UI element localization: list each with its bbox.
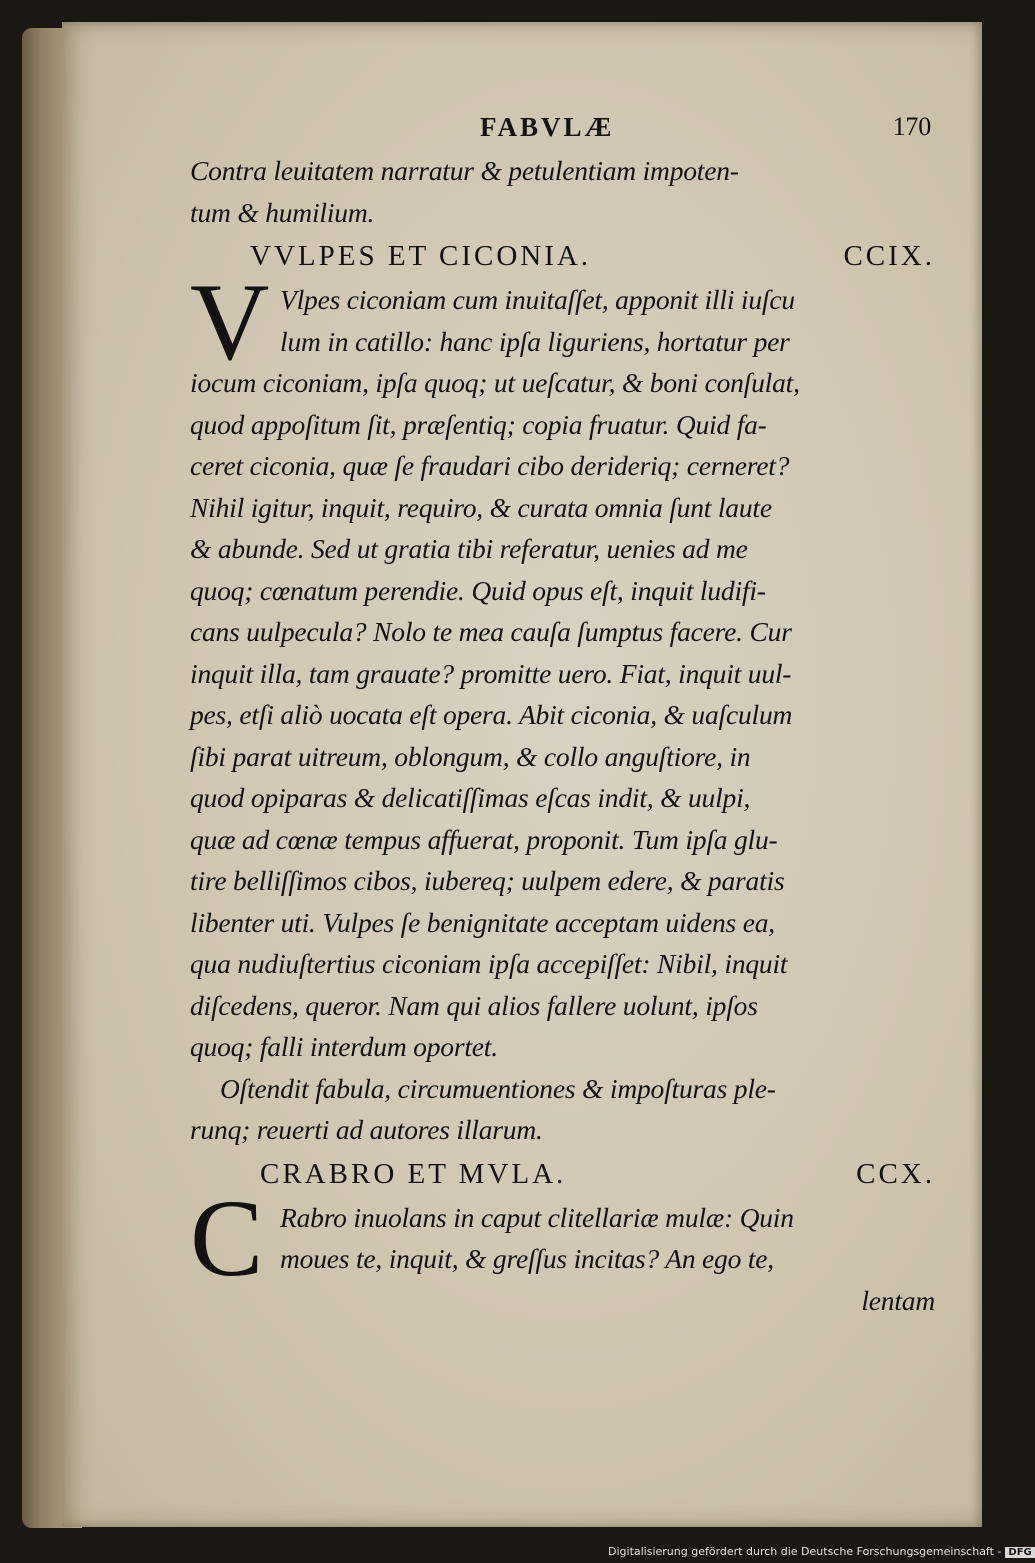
fable-title: VVLPES ET CICONIA.	[250, 240, 592, 272]
running-title: FABVLÆ	[480, 112, 615, 142]
drop-cap: V	[190, 261, 270, 383]
body-line: cans uulpecula? Nolo te mea cauſa ſumptus facere. Cur	[190, 616, 792, 647]
intro-line: Contra leuitatem narratur & petulentiam impoten-	[190, 155, 739, 186]
intro-line: tum & humilium.	[190, 196, 375, 228]
body-line: diſcedens, queror. Nam qui alios fallere uolunt, ipſos	[190, 989, 758, 1021]
drop-cap: C	[190, 1176, 264, 1299]
body-line: pes, etſi aliò uocata eſt opera. Abit ciconia, & uaſculum	[190, 699, 793, 730]
body-line: quod opiparas & delicatiſſimas eſcas indit, & uulpi,	[190, 782, 751, 813]
body-line: inquit illa, tam grauate? promitte uero. Fiat, inquit uul-	[190, 657, 792, 689]
body-line: quoq; cœnatum perendie. Quid opus eſt, inquit ludifi-	[190, 574, 766, 606]
body-line: iocum ciconiam, ipſa quoq; ut ueſcatur, & boni conſulat,	[190, 367, 800, 398]
fable-body	[190, 261, 945, 1068]
body-line: libenter uti. Vulpes ſe benignitate acceptam uidens ea,	[190, 906, 775, 938]
body-line: Rabro inuolans in caput clitellariæ mulæ: Quin	[280, 1201, 794, 1233]
fable-numeral: CCX.	[856, 1157, 935, 1190]
body-line: & abunde. Sed ut gratia tibi referatur, uenies ad me	[190, 533, 748, 564]
moral-line: runq; reuerti ad autores illarum.	[190, 1114, 543, 1145]
body-line: ſibi parat uitreum, oblongum, & collo anguſtiore, in	[190, 740, 751, 772]
body-line: ceret ciconia, quæ ſe fraudari cibo derideriq; cerneret?	[190, 450, 790, 481]
fable-heading	[190, 233, 945, 279]
body-line: quæ ad cœnæ tempus affuerat, proponit. Tum ipſa glu-	[190, 823, 778, 855]
page-header	[190, 100, 945, 150]
body-line: qua nudiuſtertius ciconiam ipſa accepiſſet: Nibil, inquit	[190, 948, 788, 979]
digitization-credit	[608, 1545, 1032, 1561]
dfg-logo: DFG	[1005, 1547, 1034, 1558]
page-number: 170	[892, 112, 931, 141]
page-text	[190, 100, 945, 1321]
credit-text: Digitalisierung gefördert durch die Deutsche Forschungsgemeinschaft -	[608, 1545, 1002, 1558]
body-line: quoq; falli interdum oportet.	[190, 1031, 498, 1062]
body-line: Nihil igitur, inquit, requiro, & curata omnia ſunt laute	[190, 491, 772, 523]
body-line: tire belliſſimos cibos, iubereq; uulpem edere, & paratis	[190, 865, 785, 896]
catchword: lentam	[861, 1284, 935, 1316]
body-line: quod appoſitum ſit, præſentiq; copia fruatur. Quid fa-	[190, 408, 767, 440]
fable-numeral: CCIX.	[843, 240, 935, 272]
body-line: Vlpes ciconiam cum inuitaſſet, apponit illi iuſcu	[280, 284, 795, 315]
body-line: lum in catillo: hanc ipſa liguriens, hortatur per	[280, 325, 790, 357]
fable-heading	[190, 1151, 945, 1197]
fable-title: CRABRO ET MVLA.	[260, 1157, 567, 1190]
moral-line: Oſtendit fabula, circumuentiones & impoſturas ple-	[220, 1072, 776, 1104]
fable-body	[190, 1176, 945, 1299]
body-line: moues te, inquit, & greſſus incitas? An ego te,	[280, 1243, 774, 1274]
